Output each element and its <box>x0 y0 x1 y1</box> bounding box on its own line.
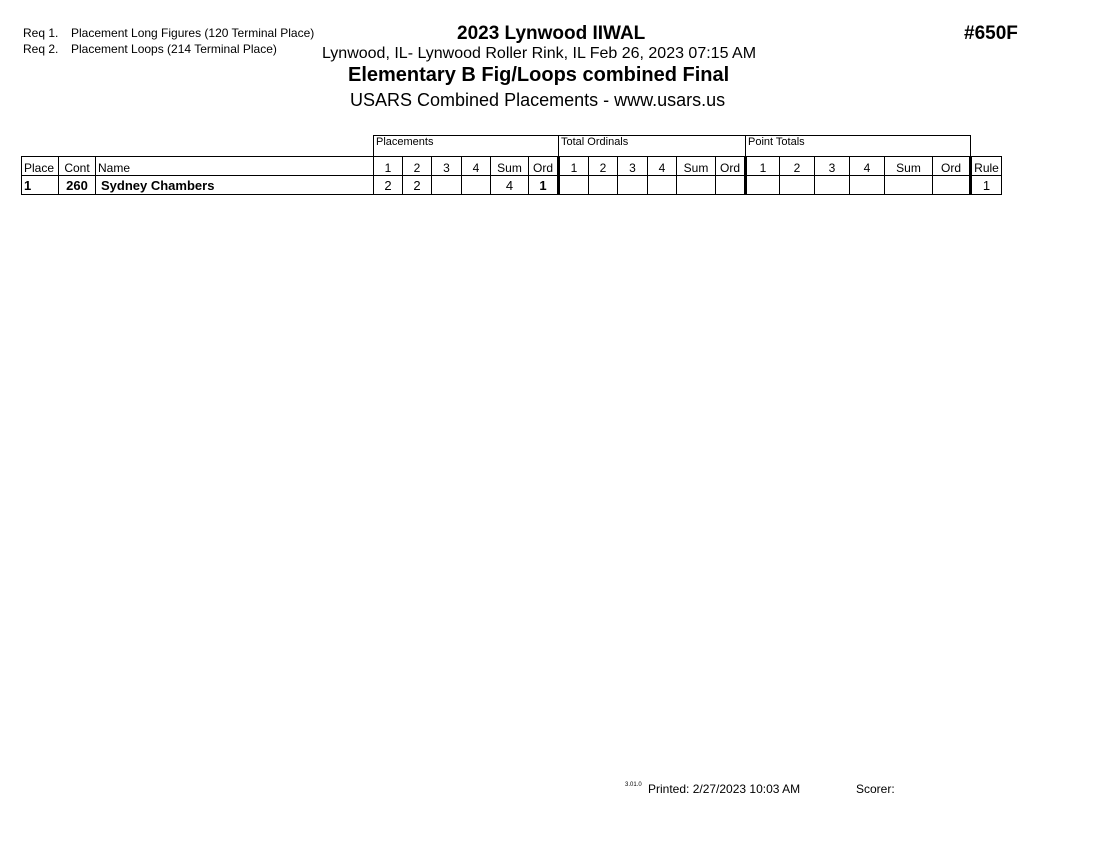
col-header-place: Place <box>22 157 59 176</box>
col-header-placement-2: 2 <box>403 157 432 176</box>
event-name: Elementary B Fig/Loops combined Final <box>348 64 730 86</box>
col-header-points-2: 2 <box>780 157 815 176</box>
cell-rule: 1 <box>971 176 1002 195</box>
event-location: Lynwood, IL- Lynwood Roller Rink, IL Feb 26, 2023 07:15 AM <box>322 45 757 62</box>
col-header-ordinal-ord: Ord <box>716 157 746 176</box>
cell-placement-sum: 4 <box>491 176 529 195</box>
table-group-header-row <box>22 136 1002 157</box>
cell-place: 1 <box>22 176 59 195</box>
event-title: 2023 Lynwood IIWAL <box>457 23 646 44</box>
cell-name: Sydney Chambers <box>96 176 374 195</box>
cell-ordinal-2 <box>589 176 618 195</box>
printed-timestamp: Printed: 2/27/2023 10:03 AM <box>648 782 801 796</box>
cell-placement-1: 2 <box>374 176 403 195</box>
requirement-2 <box>23 42 277 56</box>
scorer-label: Scorer: <box>856 782 895 796</box>
col-header-cont: Cont <box>59 157 96 176</box>
cell-placement-ord: 1 <box>529 176 559 195</box>
results-table <box>21 135 1002 195</box>
col-header-points-4: 4 <box>850 157 885 176</box>
cell-ordinal-3 <box>618 176 648 195</box>
cell-points-3 <box>815 176 850 195</box>
col-header-points-1: 1 <box>746 157 780 176</box>
group-point-totals: Point Totals <box>746 136 971 157</box>
requirement-2-number: Req 2. <box>23 42 59 56</box>
cell-ordinal-ord <box>716 176 746 195</box>
table-column-header-row <box>22 157 1002 176</box>
col-header-ordinal-sum: Sum <box>677 157 716 176</box>
cell-cont: 260 <box>59 176 96 195</box>
col-header-ordinal-1: 1 <box>559 157 589 176</box>
cell-points-1 <box>746 176 780 195</box>
version-code: 3.01.0 <box>625 782 642 788</box>
col-header-ordinal-4: 4 <box>648 157 677 176</box>
group-total-ordinals: Total Ordinals <box>559 136 746 157</box>
col-header-ordinal-3: 3 <box>618 157 648 176</box>
event-number: #650F <box>964 23 1018 44</box>
cell-points-sum <box>885 176 933 195</box>
cell-placement-2: 2 <box>403 176 432 195</box>
requirement-2-text: Placement Loops (214 Terminal Place) <box>71 42 277 56</box>
col-header-placement-4: 4 <box>462 157 491 176</box>
col-header-points-sum: Sum <box>885 157 933 176</box>
cell-points-2 <box>780 176 815 195</box>
col-header-points-3: 3 <box>815 157 850 176</box>
cell-ordinal-4 <box>648 176 677 195</box>
requirement-1-text: Placement Long Figures (120 Terminal Place) <box>71 26 315 40</box>
col-header-placement-1: 1 <box>374 157 403 176</box>
col-header-name: Name <box>96 157 374 176</box>
table-row <box>22 176 1002 195</box>
cell-ordinal-sum <box>677 176 716 195</box>
cell-points-ord <box>933 176 971 195</box>
col-header-rule: Rule <box>971 157 1002 176</box>
cell-ordinal-1 <box>559 176 589 195</box>
cell-placement-4 <box>462 176 491 195</box>
cell-points-4 <box>850 176 885 195</box>
col-header-ordinal-2: 2 <box>589 157 618 176</box>
usars-subtitle: USARS Combined Placements - www.usars.us <box>350 90 726 110</box>
group-placements: Placements <box>374 136 559 157</box>
col-header-placement-ord: Ord <box>529 157 559 176</box>
cell-placement-3 <box>432 176 462 195</box>
col-header-placement-3: 3 <box>432 157 462 176</box>
requirement-1 <box>23 26 314 40</box>
requirement-1-number: Req 1. <box>23 26 59 40</box>
col-header-placement-sum: Sum <box>491 157 529 176</box>
col-header-points-ord: Ord <box>933 157 971 176</box>
